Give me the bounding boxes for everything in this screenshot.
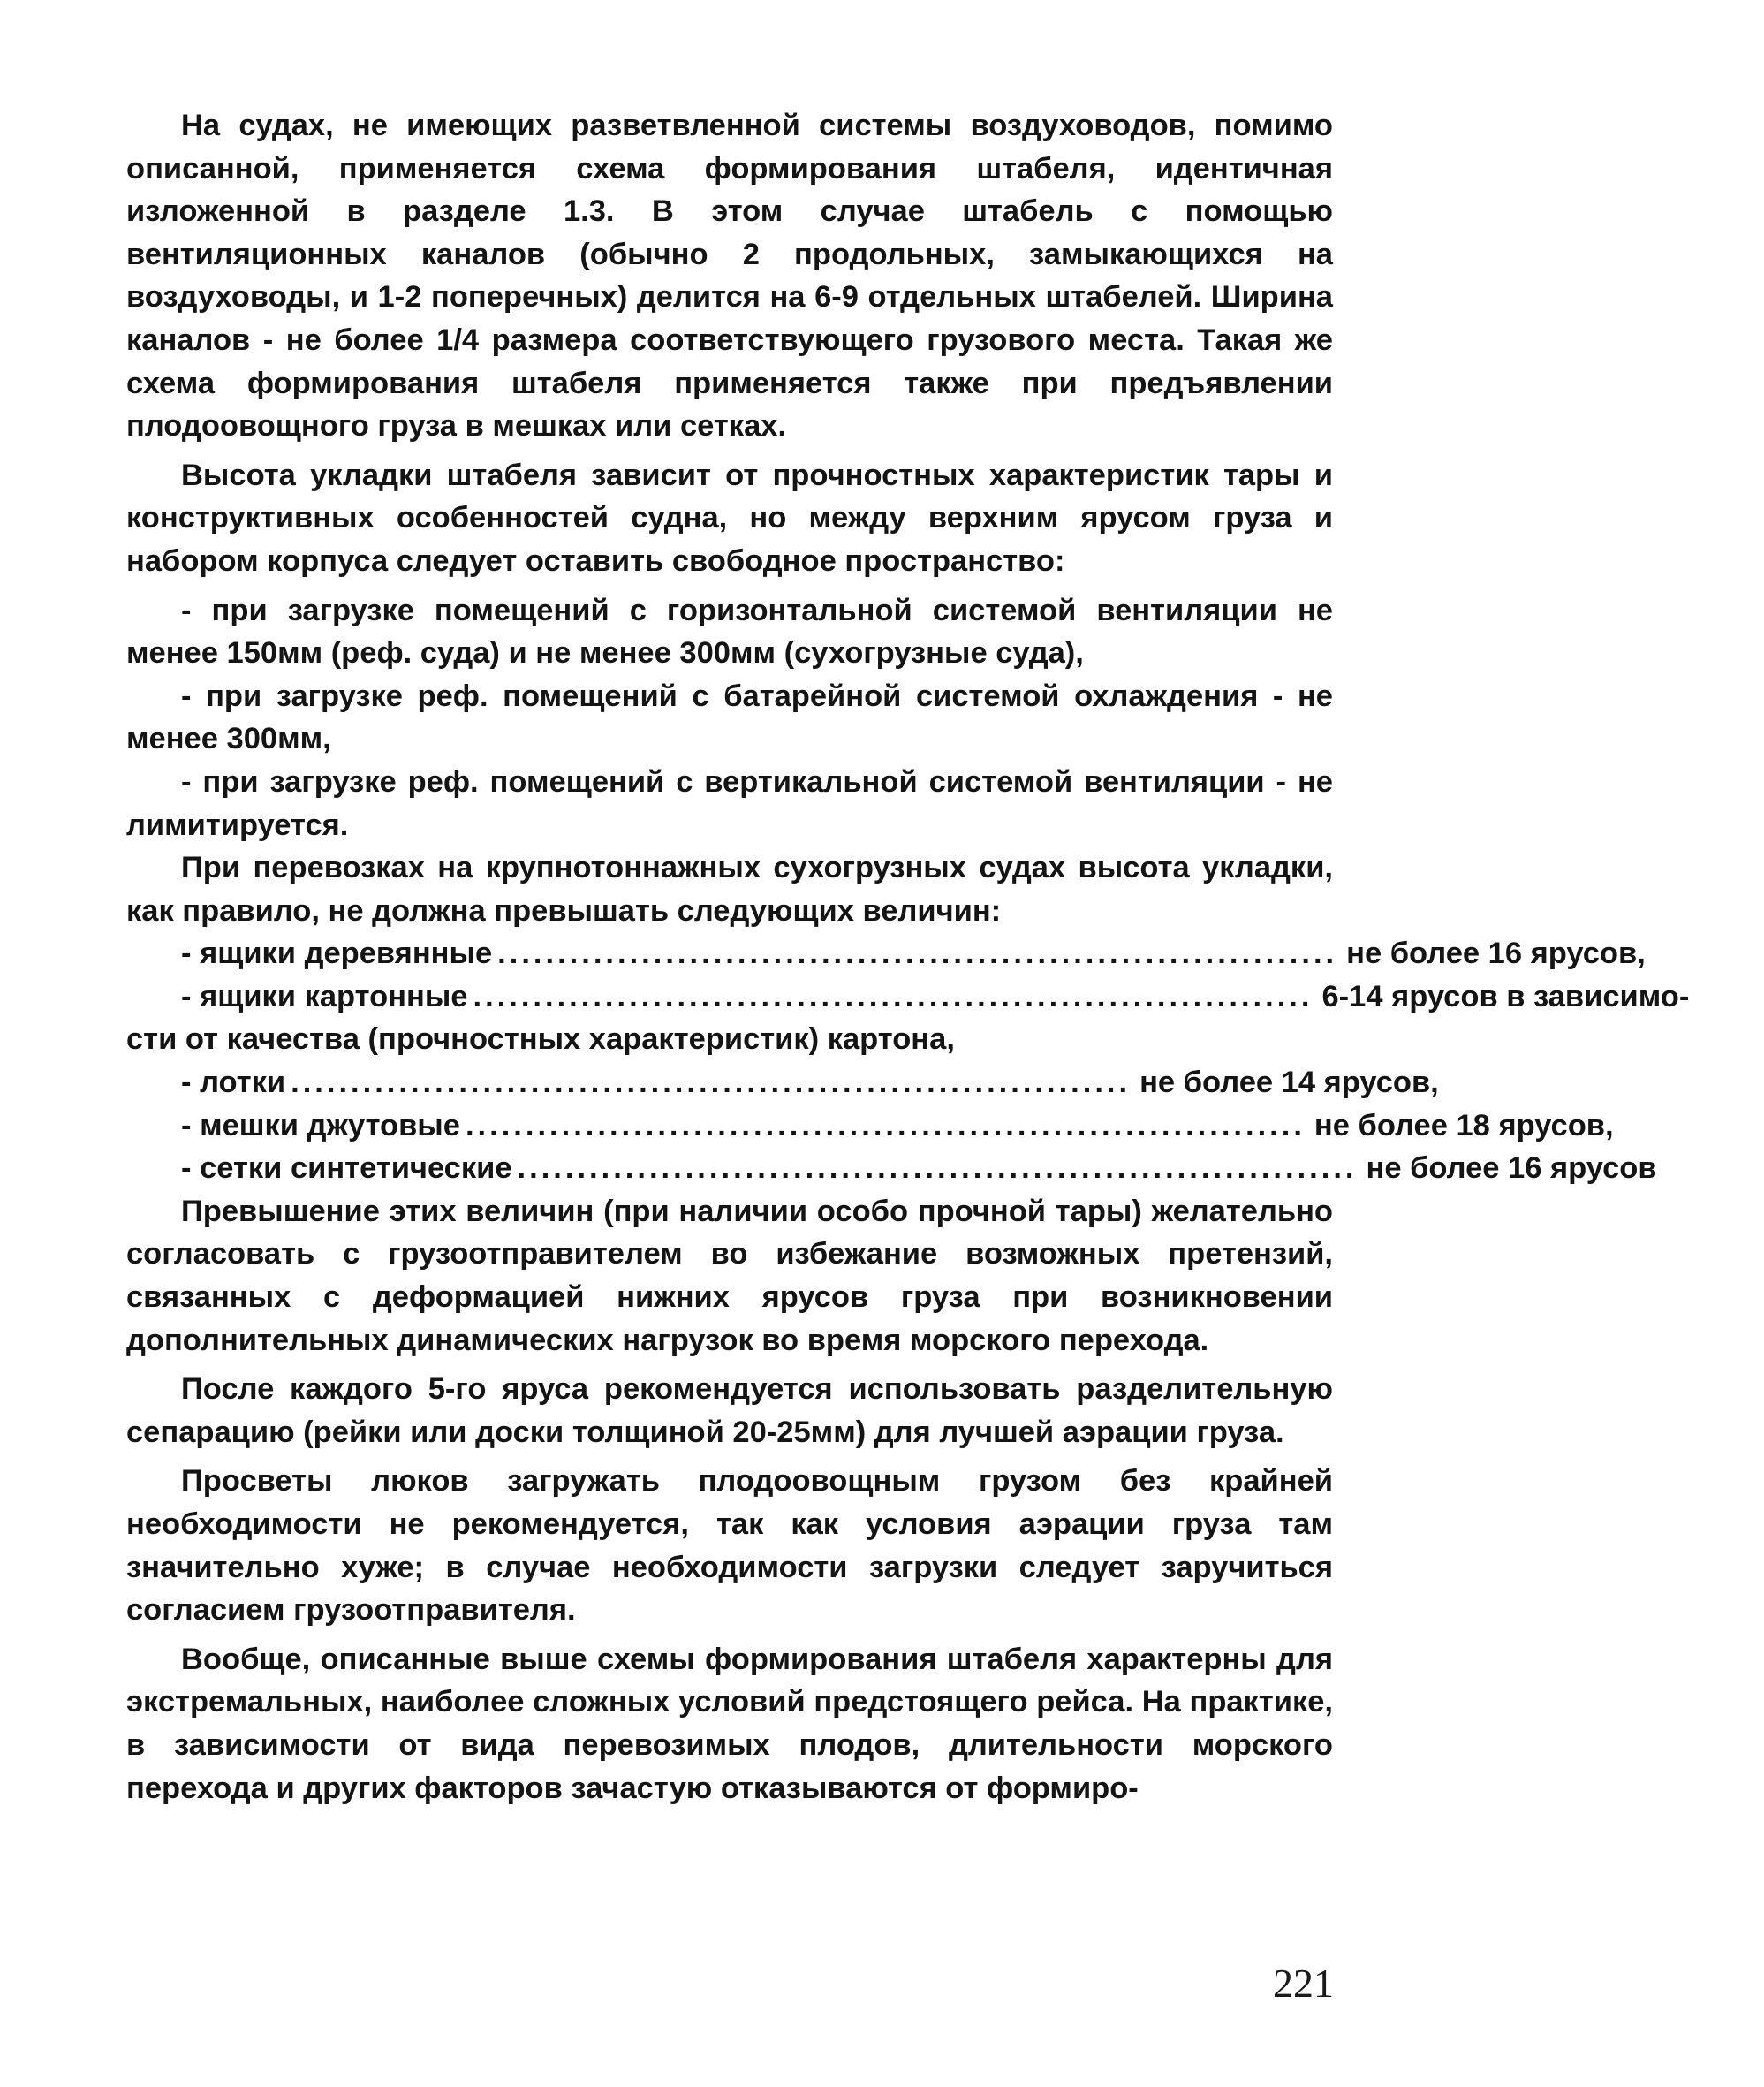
list-item-value: не более 16 ярусов <box>1366 1151 1657 1186</box>
list-item <box>126 1147 1657 1190</box>
clearance-item-horizontal: - при загрузке помещений с горизонтальной системой вентиляции не менее 150мм (реф. суда) и не менее 300мм (сухогрузные суда), <box>126 593 1333 671</box>
list-item <box>126 975 1690 1019</box>
list-item <box>126 1104 1614 1148</box>
paragraph-stack-height: Высота укладки штабеля зависит от прочностных характеристик тары и конструктивных особенностей судна, но между верхним ярусом груза и набором корпуса следует оставить свободное пространство: <box>126 458 1333 578</box>
list-item-label: - лотки <box>181 1066 286 1100</box>
list-item-value: не более 16 ярусов, <box>1346 937 1646 971</box>
list-item-label: - мешки джутовые <box>181 1108 460 1142</box>
stack-limits-list <box>126 932 1690 1190</box>
dot-leader: ...................................................................... <box>497 937 1338 971</box>
page-number: 221 <box>1273 1961 1334 2006</box>
paragraph-ventilation-scheme: На судах, не имеющих разветвленной системы воздуховодов, помимо описанной, применяется схема формирования штабеля, идентичная изложенной в разделе 1.3. В этом случае штабель с помощью вентиляционных каналов (обычно 2 продольных, замыкающихся на воздуховоды, и 1-2 поперечных) делится на 6-9 отдельных штабелей. Ширина каналов - не более 1/4 размера соответствующего грузового места. Такая же схема формирования штабеля применяется также при предъявлении плодоовощного груза в мешках или сетках. <box>126 109 1333 444</box>
page-body <box>126 104 1690 1816</box>
paragraph-hatch-openings: Просветы люков загружать плодоовощным грузом без крайней необходимости не рекомендуется, так как условия аэрации груза там значительно хуже; в случае необходимости загрузки следует заручиться согласием грузоотправителя. <box>126 1464 1333 1628</box>
paragraph-exceeding-limits: Превышение этих величин (при наличии особо прочной тары) желательно согласовать с грузоотправителем во избежание возможных претензий, связанных с деформацией нижних ярусов груза при возникновении дополнительных динамических нагрузок во время морского перехода. <box>126 1194 1333 1357</box>
list-item-value: не более 14 ярусов, <box>1139 1066 1439 1100</box>
list-item <box>126 932 1646 975</box>
dot-leader: ...................................................................... <box>473 979 1314 1013</box>
clearance-item-vertical: - при загрузке реф. помещений с вертикальной системой вентиляции - не лимитируется. <box>126 764 1333 842</box>
paragraph-bulk-carriers: При перевозках на крупнотоннажных сухогрузных судах высота укладки, как правило, не должна превышать следующих величин: <box>126 851 1333 928</box>
list-item-value: не более 18 ярусов, <box>1314 1108 1614 1142</box>
list-item <box>126 1061 1439 1104</box>
list-item-label: - ящики картонные <box>181 979 468 1013</box>
list-item-value: 6-14 ярусов в зависимо- <box>1321 979 1690 1013</box>
clearance-item-battery: - при загрузке реф. помещений с батарейной системой охлаждения - не менее 300мм, <box>126 679 1333 756</box>
dot-leader: ...................................................................... <box>517 1151 1358 1186</box>
dot-leader: ...................................................................... <box>465 1108 1306 1142</box>
list-item-label: - сетки синтетические <box>181 1151 512 1186</box>
list-item-continuation: сти от качества (прочностных характеристик) картона, <box>126 1022 955 1057</box>
paragraph-general-notes: Вообще, описанные выше схемы формирования штабеля характерны для экстремальных, наиболее сложных условий предстоящего рейса. На практике, в зависимости от вида перевозимых плодов, длительности морского перехода и других факторов зачастую отказываются от формиро- <box>126 1642 1333 1805</box>
paragraph-separation: После каждого 5-го яруса рекомендуется использовать разделительную сепарацию (рейки или доски толщиной 20-25мм) для лучшей аэрации груза. <box>126 1372 1333 1449</box>
dot-leader: ...................................................................... <box>291 1066 1132 1100</box>
list-item-label: - ящики деревянные <box>181 937 493 971</box>
